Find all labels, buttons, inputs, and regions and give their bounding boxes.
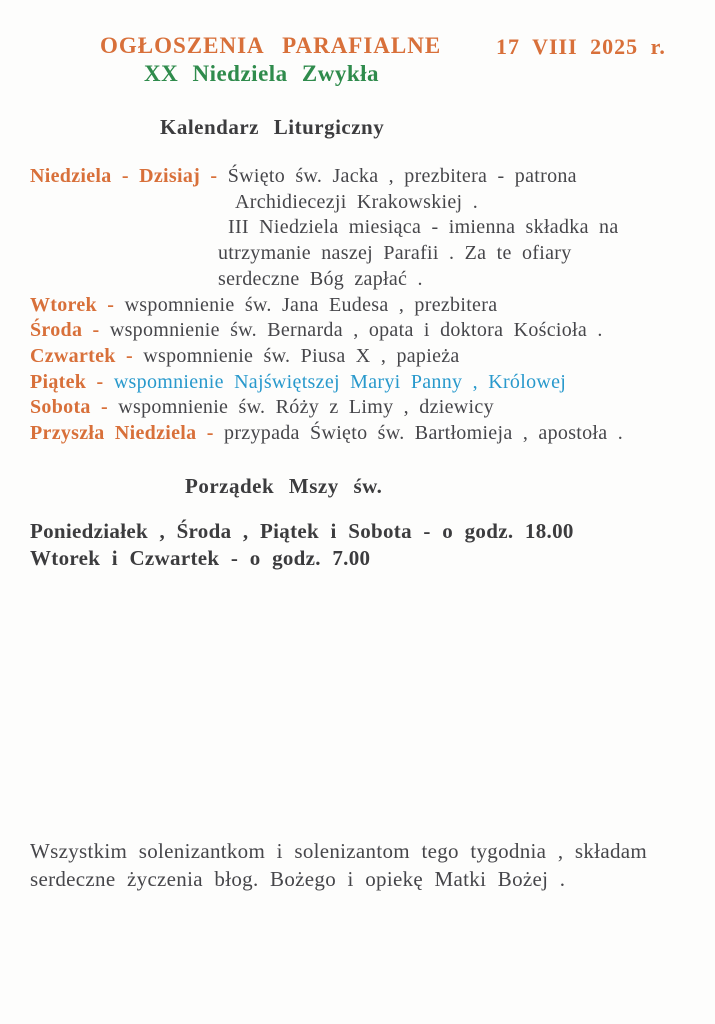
page-subtitle: XX Niedziela Zwykła bbox=[144, 61, 380, 86]
calendar-entry bbox=[30, 293, 690, 319]
closing-line: serdeczne życzenia błog. Bożego i opiekę Matki Bożej . bbox=[30, 866, 566, 891]
calendar-heading: Kalendarz Liturgiczny bbox=[160, 115, 385, 139]
day-label: Przyszła Niedziela - bbox=[30, 422, 214, 445]
closing-wishes bbox=[30, 838, 690, 893]
day-label: Piątek - bbox=[30, 370, 104, 393]
entry-text: wspomnienie św. Piusa X , papieża bbox=[143, 344, 460, 367]
day-label: Wtorek - bbox=[30, 293, 115, 316]
calendar-entry bbox=[30, 318, 690, 344]
calendar-entry bbox=[30, 395, 690, 421]
day-label: Czwartek - bbox=[30, 344, 133, 367]
mass-order-line: Poniedziałek , Środa , Piątek i Sobota - o godz. 18.00 bbox=[30, 519, 574, 543]
calendar-entries bbox=[30, 164, 690, 447]
calendar-entry bbox=[30, 421, 690, 447]
calendar-entry bbox=[30, 344, 690, 370]
entry-text: Święto św. Jacka , prezbitera - patrona bbox=[227, 165, 577, 187]
entry-continuation-line: serdeczne Bóg zapłać . bbox=[218, 267, 423, 290]
entry-continuation-line: III Niedziela miesiąca - imienna składka na bbox=[228, 216, 619, 239]
page-title: OGŁOSZENIA PARAFIALNE bbox=[100, 33, 442, 58]
calendar-entry bbox=[30, 164, 690, 293]
entry-text: wspomnienie św. Bernarda , opata i doktora Kościoła . bbox=[109, 319, 603, 342]
day-label: Niedziela - Dzisiaj - bbox=[30, 165, 218, 187]
entry-text: wspomnienie św. Jana Eudesa , prezbitera bbox=[124, 293, 498, 316]
mass-order-lines bbox=[30, 518, 690, 572]
day-label: Sobota - bbox=[30, 396, 108, 419]
page-date: 17 VIII 2025 r. bbox=[496, 34, 666, 59]
entry-continuation-line: utrzymanie naszej Parafii . Za te ofiary bbox=[218, 242, 572, 265]
day-label: Środa - bbox=[30, 319, 100, 342]
closing-line: Wszystkim solenizantkom i solenizantom tego tygodnia , składam bbox=[30, 839, 647, 863]
mass-order-heading: Porządek Mszy św. bbox=[185, 474, 383, 498]
entry-text: przypada Święto św. Bartłomieja , apostoła . bbox=[224, 422, 624, 445]
entry-text-highlighted: wspomnienie Najświętszej Maryi Panny , Królowej bbox=[113, 370, 567, 393]
calendar-entry bbox=[30, 370, 690, 396]
entry-text: wspomnienie św. Róży z Limy , dziewicy bbox=[118, 396, 494, 419]
entry-continuation-line: Archidiecezji Krakowskiej . bbox=[235, 190, 479, 213]
mass-order-line: Wtorek i Czwartek - o godz. 7.00 bbox=[30, 546, 371, 570]
